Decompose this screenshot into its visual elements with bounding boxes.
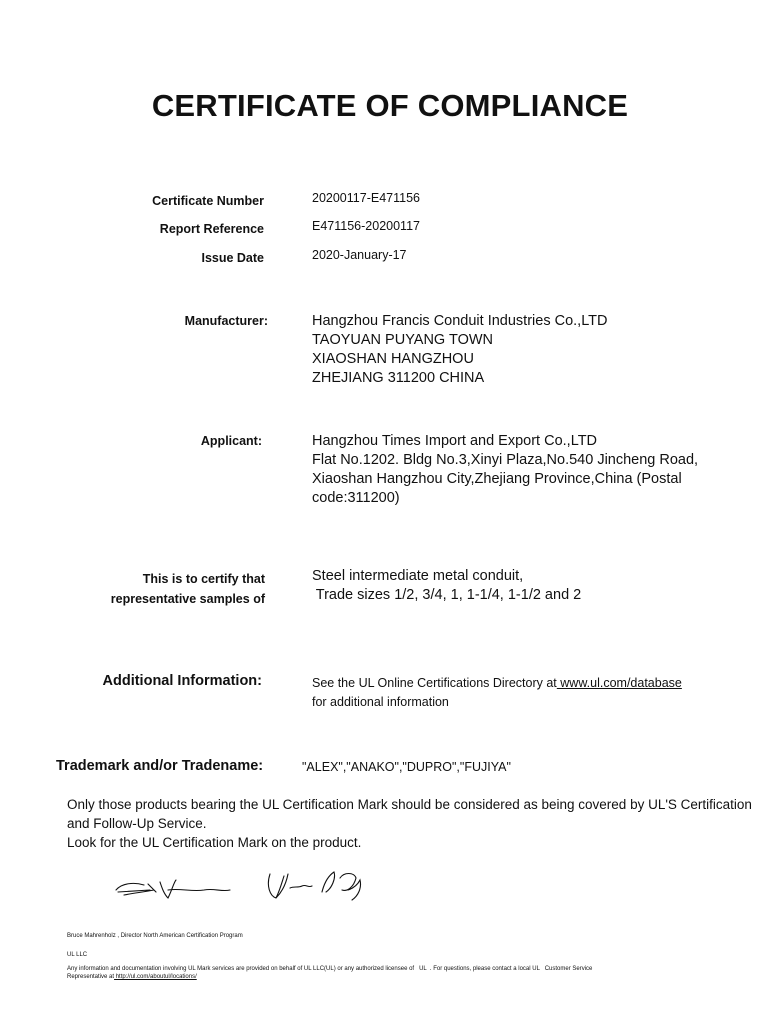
manufacturer-line: Hangzhou Francis Conduit Industries Co.,LTD — [312, 313, 608, 329]
certificate-number-value: 20200117-E471156 — [312, 191, 420, 205]
certify-label — [60, 569, 265, 609]
applicant-line: Hangzhou Times Import and Export Co.,LTD — [312, 433, 598, 449]
manufacturer-line: XIAOSHAN HANGZHOU — [312, 351, 474, 367]
trademark-label: Trademark and/or Tradename: — [56, 758, 264, 774]
report-reference-label: Report Reference — [159, 222, 264, 236]
applicant-line: Flat No.1202. Bldg No.3,Xinyi Plaza,No.540 Jincheng Road, — [312, 452, 699, 468]
notice-line: and Follow-Up Service. — [67, 816, 207, 831]
directory-text: See the UL Online Certifications Directory at — [312, 676, 557, 690]
issue-date-label: Issue Date — [201, 251, 264, 265]
disclaimer-line: Any information and documentation involving UL Mark services are provided on behalf of UL LLC(UL) or any authorized licensee of UL . For questions, please contact a local UL Customer Service — [67, 966, 593, 972]
notice-line: Only those products bearing the UL Certification Mark should be considered as being covered by UL'S Certification — [67, 797, 752, 812]
issue-date-value: 2020-January-17 — [312, 248, 407, 262]
document-title: CERTIFICATE OF COMPLIANCE — [151, 88, 629, 123]
manufacturer-line: TAOYUAN PUYANG TOWN — [312, 332, 494, 348]
manufacturer-address — [312, 312, 608, 388]
certificate-number-label: Certificate Number — [152, 194, 264, 208]
signature-image — [110, 868, 240, 908]
certify-label-line: This is to certify that — [142, 572, 265, 586]
product-line: Steel intermediate metal conduit, — [312, 568, 524, 584]
manufacturer-label: Manufacturer: — [184, 314, 268, 328]
certification-notice — [67, 795, 767, 852]
signatory-name: Bruce Mahrenholz , Director North American Certification Program — [67, 933, 243, 939]
additional-info-line: for additional information — [312, 695, 449, 709]
company-name: UL LLC — [67, 952, 88, 958]
report-reference-value: E471156-20200117 — [312, 219, 420, 233]
applicant-line: Xiaoshan Hangzhou City,Zhejiang Province,China (Postal — [312, 471, 682, 487]
certify-label-line: representative samples of — [110, 592, 265, 606]
applicant-line: code:311200) — [312, 490, 400, 506]
applicant-label: Applicant: — [200, 434, 262, 448]
additional-information-text — [312, 674, 682, 712]
applicant-address — [312, 432, 698, 508]
notice-line: Look for the UL Certification Mark on the product. — [67, 835, 362, 850]
additional-information-label: Additional Information: — [102, 673, 262, 689]
ul-locations-link[interactable]: http://ul.com/aboutul/locations/ — [114, 974, 197, 980]
manufacturer-line: ZHEJIANG 311200 CHINA — [312, 370, 485, 386]
signature-image — [262, 862, 372, 912]
disclaimer — [67, 965, 767, 981]
product-line: Trade sizes 1/2, 3/4, 1, 1-1/4, 1-1/2 and 2 — [312, 587, 582, 603]
trademark-value: "ALEX","ANAKO","DUPRO","FUJIYA" — [302, 760, 511, 774]
certified-products — [312, 567, 581, 605]
disclaimer-text: Representative at — [67, 974, 115, 980]
ul-database-link[interactable]: www.ul.com/database — [556, 676, 682, 690]
